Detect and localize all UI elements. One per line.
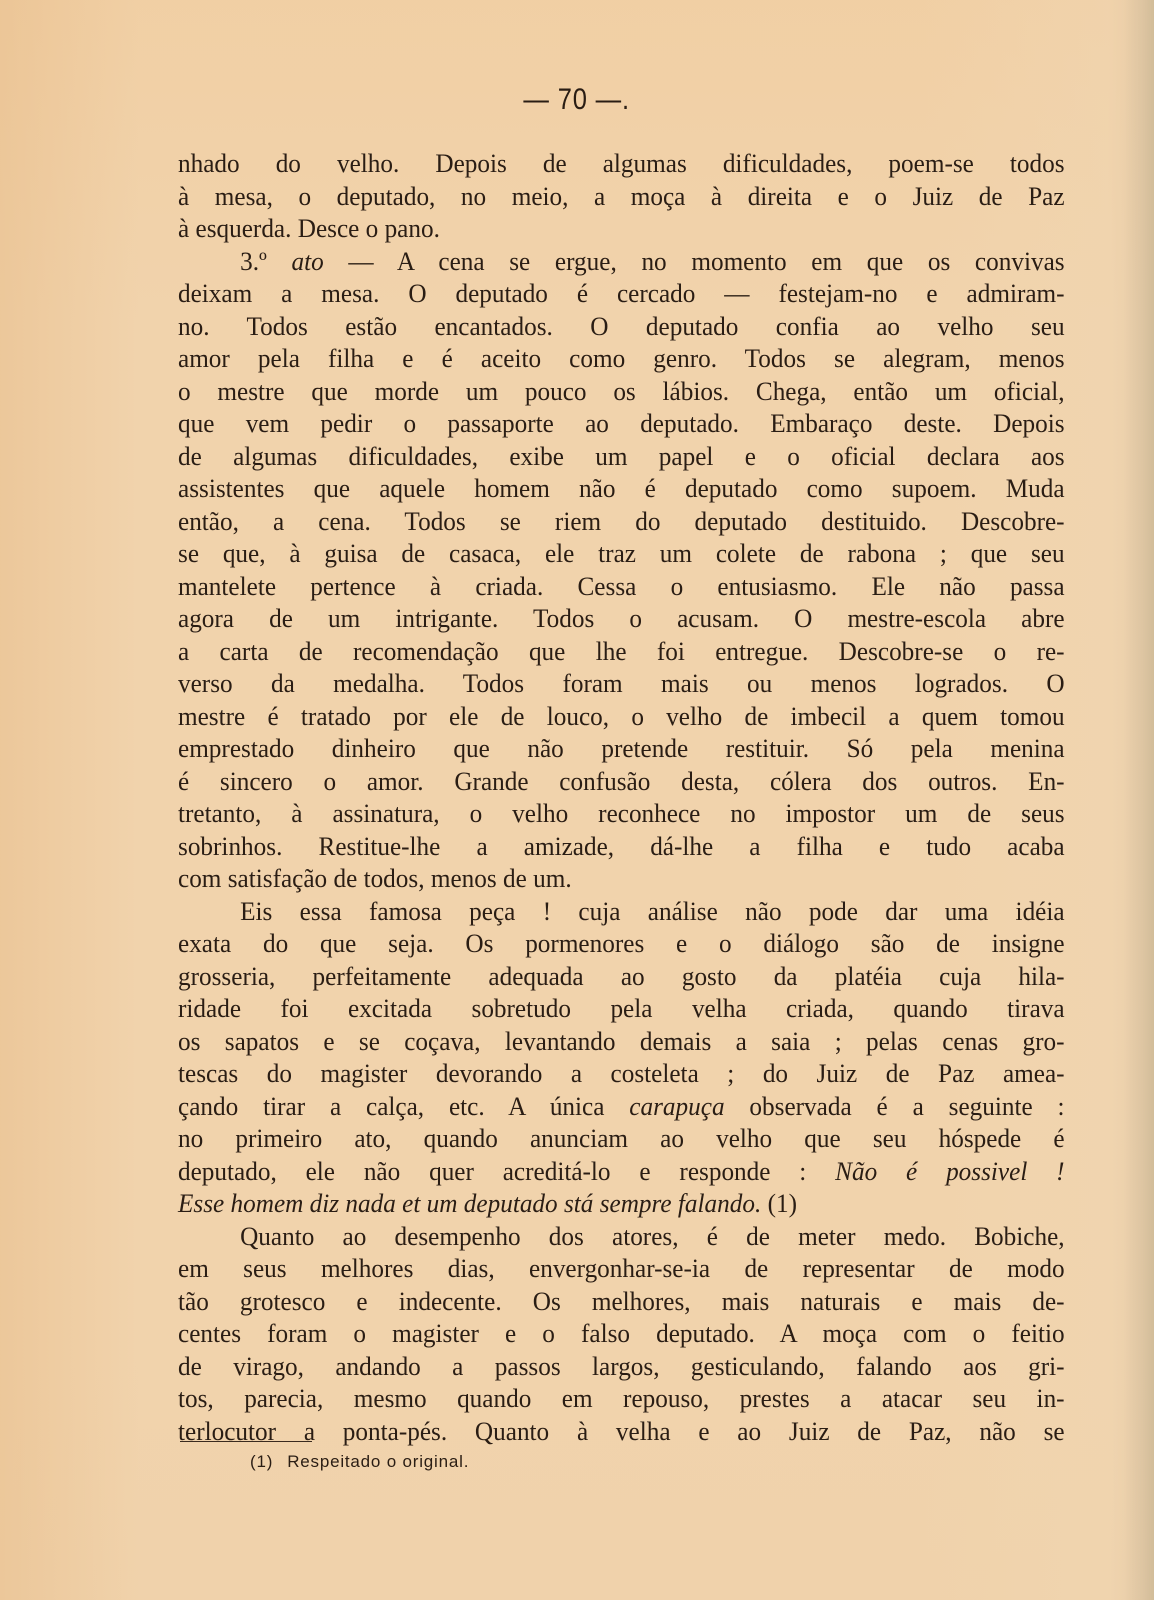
text-line bbox=[178, 1091, 1065, 1124]
text-line: a carta de recomendação que lhe foi entregue. Descobre-se o re- bbox=[178, 636, 1065, 666]
text-line: ridade foi excitada sobretudo pela velha criada, quando tirava bbox=[178, 994, 1065, 1023]
text-line: de virago, andando a passos largos, gesticulando, falando aos gri- bbox=[178, 1351, 1065, 1381]
line-text: deputado, ele não quer acreditá-lo e responde : bbox=[178, 1156, 836, 1186]
italic-word: carapuça bbox=[629, 1091, 725, 1121]
text-line: tescas do magister devorando a costeleta ; do Juiz de Paz amea- bbox=[178, 1059, 1065, 1088]
footnote bbox=[250, 1452, 469, 1472]
text-line: tão grotesco e indecente. Os melhores, mais naturais e mais de- bbox=[178, 1286, 1065, 1316]
text-line: mestre é tratado por ele de louco, o velho de imbecil a quem tomou bbox=[178, 701, 1065, 731]
text-line: no primeiro ato, quando anunciam ao velho que seu hóspede é bbox=[178, 1124, 1065, 1153]
text-line: Eis essa famosa peça ! cuja análise não pode dar uma idéia bbox=[240, 896, 1065, 926]
text-line: deixam a mesa. O deputado é cercado — festejam-no e admiram- bbox=[178, 279, 1065, 308]
text-line: terlocutor a ponta-pés. Quanto à velha e ao Juiz de Paz, não se bbox=[178, 1416, 1065, 1446]
text-line: amor pela filha e é aceito como genro. Todos se alegram, menos bbox=[178, 344, 1065, 373]
line-text: observada é a seguinte : bbox=[724, 1091, 1065, 1121]
text-line: é sincero o amor. Grande confusão desta, cólera dos outros. En- bbox=[178, 766, 1065, 796]
text-line: mantelete pertence à criada. Cessa o entusiasmo. Ele não passa bbox=[178, 571, 1065, 601]
text-line: centes foram o magister e o falso deputado. A moça com o feitio bbox=[178, 1319, 1065, 1348]
italic-quote: Esse homem diz nada et um deputado stá sempre falando. bbox=[178, 1189, 762, 1218]
italic-quote: Não é possivel ! bbox=[835, 1156, 1065, 1186]
text-line: grosseria, perfeitamente adequada ao gosto da platéia cuja hila- bbox=[178, 961, 1065, 991]
act-number: 3.º bbox=[240, 246, 292, 276]
text-line: agora de um intrigante. Todos o acusam. O mestre-escola abre bbox=[178, 604, 1065, 633]
text-line: Quanto ao desempenho dos atores, é de meter medo. Bobiche, bbox=[240, 1221, 1065, 1251]
text-line: à esquerda. Desce o pano. bbox=[178, 214, 440, 243]
page-edge-shadow bbox=[1124, 0, 1154, 1600]
text-line: nhado do velho. Depois de algumas dificuldades, poem-se todos bbox=[178, 149, 1065, 178]
text-line: com satisfação de todos, menos de um. bbox=[178, 864, 572, 893]
text-line: então, a cena. Todos se riem do deputado destituido. Descobre- bbox=[178, 506, 1065, 536]
text-line: em seus melhores dias, envergonhar-se-ia de representar de modo bbox=[178, 1254, 1065, 1283]
text-line: verso da medalha. Todos foram mais ou menos logrados. O bbox=[178, 669, 1065, 698]
text-line: se que, à guisa de casaca, ele traz um colete de rabona ; que seu bbox=[178, 539, 1065, 568]
text-line: assistentes que aquele homem não é deputado como supoem. Muda bbox=[178, 474, 1065, 503]
body-text bbox=[178, 148, 1064, 1448]
footnote-text: Respeitado o original. bbox=[287, 1452, 470, 1471]
line-text: çando tirar a calça, etc. A única bbox=[178, 1091, 630, 1121]
text-line: de algumas dificuldades, exibe um papel e o oficial declara aos bbox=[178, 441, 1065, 471]
text-line: tos, parecia, mesmo quando em repouso, prestes a atacar seu in- bbox=[178, 1384, 1065, 1413]
footnote-reference: (1) bbox=[761, 1189, 798, 1218]
footnote-marker: (1) bbox=[250, 1452, 274, 1471]
text-line: à mesa, o deputado, no meio, a moça à direita e o Juiz de Paz bbox=[178, 181, 1065, 211]
text-line: que vem pedir o passaporte ao deputado. Embaraço deste. Depois bbox=[178, 409, 1065, 438]
text-line: exata do que seja. Os pormenores e o diálogo são de insigne bbox=[178, 929, 1065, 958]
footnote-divider bbox=[180, 1441, 312, 1442]
text-line: tretanto, à assinatura, o velho reconhece no impostor um de seus bbox=[178, 799, 1065, 828]
page-number: — 70 —. bbox=[523, 83, 631, 116]
text-line: o mestre que morde um pouco os lábios. Chega, então um oficial, bbox=[178, 376, 1065, 406]
text-line bbox=[178, 1188, 1065, 1221]
text-line: emprestado dinheiro que não pretende restituir. Só pela menina bbox=[178, 734, 1065, 763]
text-line bbox=[178, 246, 1065, 279]
text-line: no. Todos estão encantados. O deputado confia ao velho seu bbox=[178, 311, 1065, 341]
text-line bbox=[178, 1156, 1065, 1189]
italic-word: ato bbox=[291, 246, 324, 276]
text-line: sobrinhos. Restitue-lhe a amizade, dá-lhe a filha e tudo acaba bbox=[178, 831, 1065, 861]
text-line: os sapatos e se coçava, levantando demais a saia ; pelas cenas gro- bbox=[178, 1026, 1065, 1056]
line-text: — A cena se ergue, no momento em que os convivas bbox=[323, 246, 1065, 276]
